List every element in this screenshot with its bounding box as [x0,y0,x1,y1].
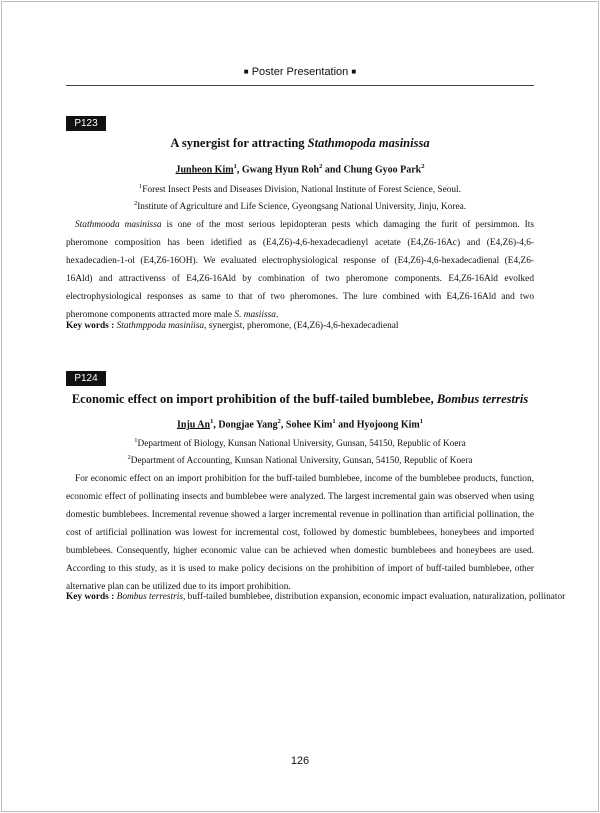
affil-mark: 2 [127,454,131,462]
affiliation-text: Forest Insect Pests and Diseases Division, National Institute of Forest Science, Seoul. [142,185,461,196]
abstract-end: . [275,310,279,320]
author-affil-mark: 1 [233,163,237,170]
keywords-text: , buff-tailed bumblebee, distribution expansion, economic impact evaluation, naturalization, pollinator [182,592,566,602]
author-affil-mark: 2 [277,418,281,425]
poster-title-text: Economic effect on import prohibition of the buff-tailed bumblebee, [71,392,437,406]
poster-title-text: A synergist for attracting [170,136,308,150]
affiliation-line [66,434,534,451]
poster-keywords [66,318,534,335]
poster-authors [66,418,534,430]
author-affil-mark: 1 [210,418,214,425]
poster-keywords [66,589,587,606]
section-header [0,66,600,78]
author-separator: , [236,164,242,176]
header-square-icon: ■ [243,67,249,76]
keywords-label: Key words : [66,592,117,602]
poster-authors [66,163,534,175]
affil-mark: 1 [139,183,143,190]
author-name: Chung Gyoo Park [343,164,422,176]
author-affil-mark: 1 [332,418,336,425]
author-name: Gwang Hyun Roh [241,164,320,176]
author-name: Sohee Kim [285,419,333,431]
keyword-species: Bombus terrestris [116,592,183,602]
author-affil-mark: 2 [319,163,323,170]
affil-mark: 2 [133,200,138,208]
author-name: Dongjae Yang [218,419,278,431]
abstract-paragraph: For economic effect on an import prohibition for the buff-tailed bumblebee, income of the bumblebee products, function, economic effect of pollinating insects and bumblebee were analyzed. The largest incremental gain was observed when using domestic bumblebees. Incremental revenue showed a larger incremental revenue in pollination than artificial pollination, the cost of artificial pollination was lowest for incremental cost, followed by domestic bumblebees, honeybees and imported bumblebees. Consequently, higher economic value can be achieved when domestic bumblebees and honeybees are used. According to this study, as it is used to make policy decisions on the prohibition of import of buff-tailed bumblebee, other alternative plan can be utilized due to its import prohibition. [66,474,534,592]
keywords-text: , synergist, pheromone, (E4,Z6)-4,6-hexadecadienal [204,321,399,331]
affiliation-text: Department of Accounting, Kunsan National University, Gunsan, 54150, Republic of Koera [130,456,473,467]
affiliation-line [66,180,534,197]
poster-tag: P123 [66,116,106,131]
poster-title-species: Bombus terrestris [436,392,529,406]
poster-abstract [66,216,534,324]
affil-mark: 1 [134,437,138,444]
keywords-label: Key words : [66,321,117,331]
poster-abstract [66,470,534,596]
poster-tag: P124 [66,371,106,386]
poster-title-species: Stathmopoda masinissa [307,136,430,150]
header-rule [66,85,534,86]
poster-affiliations [66,180,534,214]
keyword-species: Stathmppoda masiniisa [116,321,205,331]
abstract-paragraph [66,216,534,324]
author-affil-mark: 1 [419,418,423,425]
affiliation-line [66,451,534,468]
header-square-icon: ■ [351,67,357,76]
poster-affiliations [66,434,534,468]
abstract-species: Stathmooda masinissa [75,220,162,230]
section-header-title: Poster Presentation [251,66,349,78]
poster-title [66,136,534,151]
abstract-species: S. masiissa [234,310,276,320]
author-name: Junheon Kim [175,164,234,176]
affiliation-line [66,197,534,214]
author-separator: , [280,419,286,431]
poster-title [66,392,534,407]
author-name: Hyojoong Kim [356,419,420,431]
author-separator: and [335,419,357,431]
author-name: Inju An [176,419,211,431]
affiliation-text: Institute of Agriculture and Life Science, Gyeongsang National University, Jinju, Korea. [137,202,467,213]
author-separator: , [213,419,219,431]
author-separator: and [322,164,344,176]
author-affil-mark: 2 [421,163,425,170]
abstract-text: is one of the most serious lepidopteran pests which damaging the furit of persimmon. Its pheromone composition has been idetified as (E4,Z6)-4,6-hexadecadienyl acetate (E4,Z6-16Ac) and (E4,Z6)-4,6-hexadecadien-1-ol (E4,Z6-16OH). We evaluated electrophysiological response of (E4,Z6)-4,6-hexadecadienal (E4,Z6-16Ald) and attractivenss of E4,Z6-16Ald by combination of two pheromone components. E4,Z6-16Ald evolked electrophysiological responses as same to that of two pheromones. The lure combined with E4,Z6-16Ald and two pheromone components attracted more male [66,220,534,320]
page-number: 126 [290,755,310,767]
affiliation-text: Department of Biology, Kunsan National University, Gunsan, 54150, Republic of Koera [137,439,466,450]
